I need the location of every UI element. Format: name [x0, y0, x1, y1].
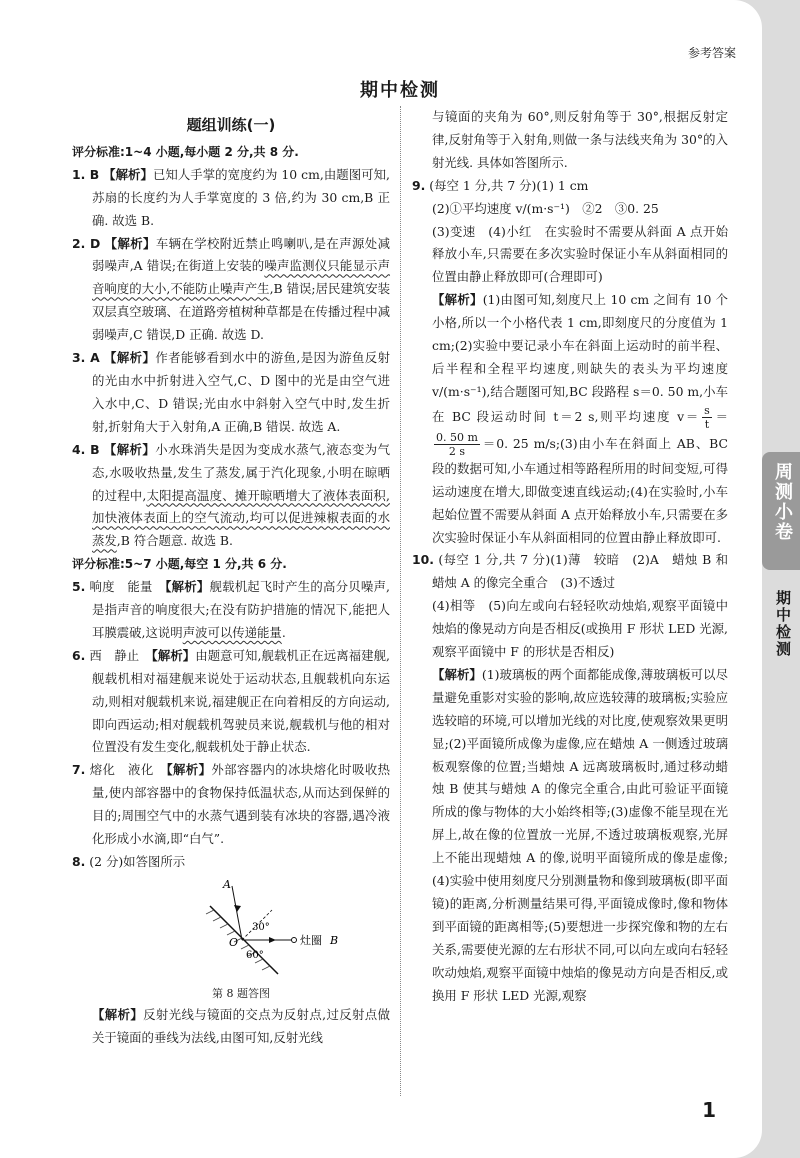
- answer-text: 响度 能量: [89, 579, 166, 595]
- question-9: [412, 175, 728, 198]
- analysis-tag: 【解析】: [432, 666, 482, 682]
- question-10-analysis: [412, 664, 728, 1008]
- analysis-text: (1)玻璃板的两个面都能成像,薄玻璃板可以尽量避免重影对实验的影响,故应选较薄的玻璃板;实验应选较暗的环境,可以增加光线的对比度,使观察效果更明显;(2)平面镜所成像为虚像,应在蜡烛 A 一侧透过玻璃板观察像的位置;当蜡烛 A 远离玻璃板时,通过移动蜡烛 B 使其与蜡烛 A 的像完全重合,由此可验证平面镜所成的像与物体的大小始终相等;(3)虚像不能呈现在光屏上,故在像的位置放一光屏,不透过玻璃板观察,光屏上不能出现蜡烛 A 的像,说明平面镜所成的像是虚像;(4)实验中使用刻度尺分别测量物和像到玻璃板(即平面镜)的距离,分析测量结果可得,平面镜成像时,像和物体到平面镜的距离相等;(5)要想进一步探究像和物的左右关系,需要使光源的左右形状不同,可以向左或向右轻轻吹动烛焰,观察平面镜中烛焰的像晃动方向是否相反,或换用 F 形状 LED 光源,观察: [432, 666, 729, 1003]
- analysis-text: 已知人手掌的宽度约为 10 cm,由题图可知,苏扇的长度约为人手掌宽度的 3 倍,约为 30 cm,B 正确. 故选 B.: [92, 166, 390, 228]
- scoring-standard-2: 评分标准:5~7 小题,每空 1 分,共 6 分.: [72, 557, 287, 572]
- page-title: 期中检测: [360, 80, 440, 101]
- underlined-text: 噪声监测仪只能显示声音响度的大小,不能防止噪声产生: [92, 258, 391, 297]
- reflection-diagram: [92, 876, 390, 978]
- fraction-s-over-t: $\frac{s}{t}$: [704, 403, 710, 431]
- page-number: 1: [702, 1098, 716, 1122]
- label-angle-30: 30°: [252, 921, 270, 933]
- equals-sign: ＝: [713, 408, 728, 424]
- label-b: B: [330, 933, 339, 947]
- analysis-tag: 【解析】: [104, 350, 156, 366]
- question-2: [72, 233, 390, 348]
- question-8-analysis: [72, 1004, 390, 1050]
- analysis-tag: 【解析】: [165, 579, 210, 595]
- question-3: [72, 347, 390, 439]
- analysis-text: ＝0. 25 m/s;(3)由小车在斜面上 AB、BC 段的数据可知,小车通过相等路程所用的时间变短,可得运动速度在增大,即做变速直线运动;(4)在实验时,小车起始位置不需要从斜面 A 点开始释放小车,只需要在多次实验时保证小车从斜面相同的位置由静止释放即可.: [432, 435, 728, 545]
- underlined-text: 声波可以传递能量: [182, 624, 282, 640]
- stove-point-icon: [292, 937, 297, 942]
- analysis-text: 车辆在学校附近禁止鸣喇叭,是在声源处减弱噪声,A 错误;在街道上安装的: [92, 235, 390, 274]
- right-column: [412, 106, 728, 1008]
- side-tab-label: 周测小卷: [772, 462, 793, 542]
- header-label: 参考答案: [687, 46, 736, 60]
- question-number: 2. D: [72, 235, 101, 251]
- label-a: A: [223, 877, 231, 891]
- analysis-text: .: [281, 624, 286, 640]
- analysis-tag: 【解析】: [104, 235, 156, 251]
- analysis-text: 反射光线与镜面的交点为反射点,过反射点做关于镜面的垂线为法线,由图可知,反射光线: [92, 1006, 390, 1045]
- question-8-continued: 与镜面的夹角为 60°,则反射角等于 30°,根据反射定律,反射角等于入射角,则做一条与法线夹角为 30°的入射光线. 具体如答图所示.: [432, 109, 728, 170]
- question-7: [72, 759, 390, 851]
- question-number: 10.: [412, 552, 434, 568]
- answer-line: (2)①平均速度 v/(m·s⁻¹) ②2 ③0. 25: [432, 200, 659, 216]
- analysis-text: ,B 符合题意. 故选 B.: [116, 533, 233, 549]
- analysis-text: 舰载机起飞时产生的高分贝噪声,是指声音的响度很大;在没有防护措施的情况下,能把人耳膜震破,这说明: [92, 579, 390, 640]
- analysis-tag: 【解析】: [432, 292, 483, 308]
- underlined-text: 太阳提高温度、摊开晾晒增大了液体表面积,加快液体表面上的空气流动,均可以促进辣椒表面的水蒸发: [92, 487, 390, 549]
- question-5: [72, 576, 390, 645]
- analysis-tag: 【解析】: [151, 647, 196, 663]
- section-title: 题组训练(一): [186, 116, 276, 134]
- answer-line: (每空 1 分,共 7 分)(1) 1 cm: [429, 177, 589, 193]
- question-number: 3. A: [72, 350, 100, 366]
- fraction-values: $\frac{0. 50 m}{2 s}$: [436, 430, 478, 458]
- analysis-tag: 【解析】: [103, 166, 153, 182]
- answer-text: 熔化 液化: [89, 762, 167, 778]
- incident-arrow-icon: [234, 905, 241, 912]
- label-angle-60: 60°: [246, 949, 264, 961]
- answer-text: 西 静止: [89, 647, 152, 663]
- column-divider: [400, 106, 401, 1096]
- question-number: 4. B: [72, 441, 100, 457]
- answer-line: (3)变速 (4)小红 在实验时不需要从斜面 A 点开始释放小车,只需要在多次实验时保证小车从斜面相同的位置由静止释放即可(合理即可): [432, 223, 728, 285]
- question-number: 6.: [72, 647, 86, 663]
- answer-line: (每空 1 分,共 7 分)(1)薄 较暗 (2)A 蜡烛 B 和蜡烛 A 的像完全重合 (3)不透过: [432, 552, 728, 591]
- question-number: 7.: [72, 762, 86, 778]
- analysis-text: 小水珠消失是因为变成水蒸气,液态变为气态,水吸收热量,发生了蒸发,属于汽化现象,小明在晾晒的过程中,: [92, 441, 390, 503]
- side-tab: [762, 452, 800, 570]
- label-stove: 灶圈: [300, 933, 322, 947]
- question-number: 1. B: [72, 166, 100, 182]
- label-o: O: [229, 935, 239, 949]
- scoring-standard-1: 评分标准:1~4 小题,每小题 2 分,共 8 分.: [72, 144, 299, 159]
- analysis-text: (1)由图可知,刻度尺上 10 cm 之间有 10 个小格,所以一个小格代表 1 cm,即刻度尺的分度值为 1 cm;(2)实验中要记录小车在斜面上运动时的前半程、后半程和全程平均速度,则缺失的表头为平均速度 v/(m·s⁻¹),结合题图可知,BC 段路程 s＝0. 50 m,小车在 BC 段运动时间 t＝2 s,则平均速度 v＝: [432, 292, 729, 424]
- reflected-arrow-icon: [269, 937, 276, 943]
- figure-caption: 第 8 题答图: [212, 986, 270, 1000]
- analysis-tag: 【解析】: [103, 441, 156, 457]
- question-9-analysis: [412, 289, 728, 549]
- question-1: [72, 164, 390, 233]
- question-10: [412, 549, 728, 595]
- question-number: 9.: [412, 177, 426, 193]
- question-8: [72, 851, 390, 874]
- question-number: 8.: [72, 854, 86, 869]
- analysis-text: ,B 错误;居民建筑安装双层真空玻璃、在道路旁植树种草都是在传播过程中减弱噪声,C 错误,D 正确. 故选 D.: [92, 281, 390, 343]
- analysis-tag: 【解析】: [166, 762, 212, 778]
- question-6: [72, 645, 390, 760]
- left-column: [72, 106, 390, 1050]
- question-4: [72, 439, 390, 554]
- analysis-tag: 【解析】: [92, 1006, 144, 1022]
- analysis-text: 作者能够看到水中的游鱼,是因为游鱼反射的光由水中折射进入空气,C、D 图中的光是由空气进入水中,C、D 错误;光由水中斜射入空气中时,发生折射,折射角大于入射角,A 正确,B 错误. 故选 A.: [92, 350, 390, 434]
- answer-text: (2 分)如答图所示: [89, 854, 186, 869]
- analysis-text: 由题意可知,舰载机正在远离福建舰,舰载机相对福建舰来说处于运动状态,且舰载机向东运动,则相对舰载机来说,福建舰正在向着相反的方向运动,即向西运动;相对舰载机驾驶员来说,舰载机与他的相对位置没有发生变化,舰载机处于静止状态.: [92, 647, 390, 755]
- analysis-text: 外部容器内的冰块熔化时吸收热量,使内部容器中的食物保持低温状态,从而达到保鲜的目的;周围空气中的水蒸气遇到装有冰块的容器,遇冷液化形成小水滴,即“白气”.: [92, 762, 390, 847]
- figure-8: [72, 876, 390, 1002]
- side-section-label: 期中检测: [774, 590, 792, 658]
- question-number: 5.: [72, 579, 86, 595]
- answer-line: (4)相等 (5)向左或向右轻轻吹动烛焰,观察平面镜中烛焰的像晃动方向是否相反(或换用 F 形状 LED 光源,观察平面镜中 F 的形状是否相反): [432, 598, 728, 660]
